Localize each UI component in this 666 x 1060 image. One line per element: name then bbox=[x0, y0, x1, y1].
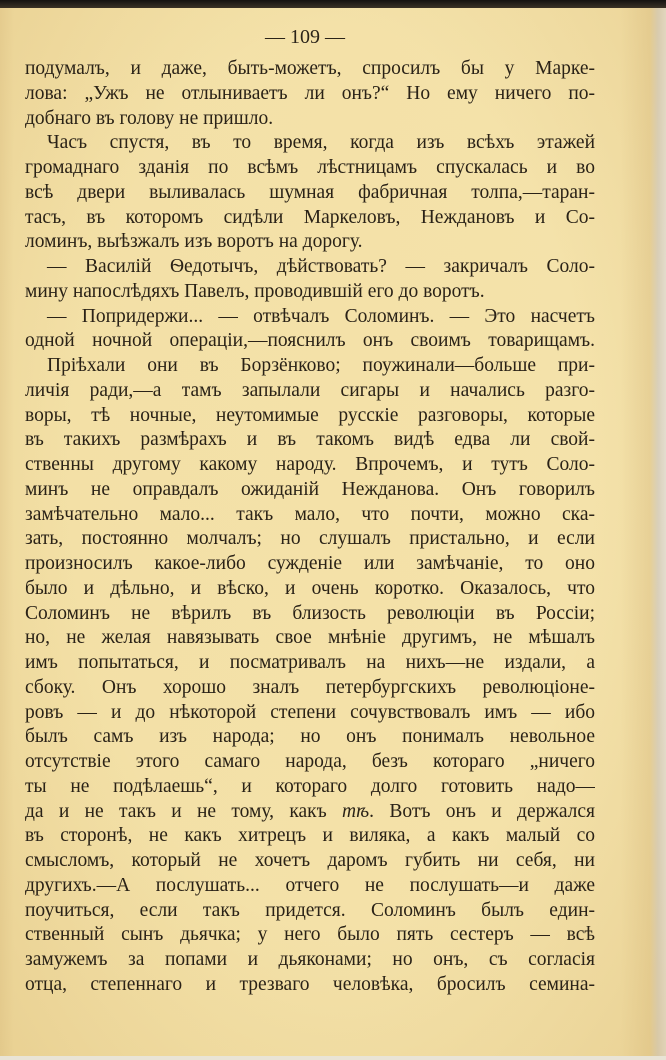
text-line bbox=[25, 107, 595, 132]
text-line-content: ровъ — и до нѣкоторой степени сочувствовалъ имъ — ибо bbox=[25, 701, 595, 723]
text-line-content: громаднаго зданія по всѣмъ лѣстницамъ спускалась и во bbox=[25, 157, 595, 178]
text-line bbox=[25, 701, 595, 726]
text-line bbox=[25, 800, 595, 825]
scan-bottom-edge bbox=[0, 1056, 666, 1060]
text-line bbox=[25, 552, 595, 577]
text-line bbox=[25, 973, 595, 998]
text-line bbox=[25, 131, 595, 156]
text-line bbox=[25, 948, 595, 973]
text-line bbox=[25, 527, 595, 552]
text-line bbox=[25, 725, 595, 750]
text-line-content: лова: „Ужъ не отлыниваетъ ли онъ?“ Но ему ничего по- bbox=[25, 82, 595, 104]
text-line bbox=[25, 379, 595, 404]
text-line-content: замѣчательно мало... такъ мало, что почти, можно ска- bbox=[25, 503, 595, 525]
text-line-content: но, не желая навязывать свое мнѣніе другимъ, не мѣшалъ bbox=[25, 627, 595, 649]
text-line-content: зать, постоянно молчалъ; но слушалъ пристально, и если bbox=[25, 528, 595, 550]
text-line bbox=[25, 651, 595, 676]
text-line bbox=[25, 57, 595, 82]
text-line-content: поучиться, если такъ придется. Соломинъ былъ един- bbox=[25, 899, 595, 921]
text-line bbox=[25, 206, 595, 231]
text-line bbox=[25, 874, 595, 899]
text-line bbox=[25, 577, 595, 602]
text-line bbox=[25, 82, 595, 107]
text-line-content: имъ попытаться, и посматривалъ на нихъ—не издали, а bbox=[25, 652, 595, 673]
text-line-content: замужемъ за попами и дьяконами; но онъ, съ согласія bbox=[25, 949, 595, 970]
text-line-content: произносилъ какое-либо сужденіе или замѣчаніе, то оно bbox=[25, 553, 595, 574]
text-line-content: отца, степеннаго и трезваго человѣка, бросилъ семина- bbox=[25, 973, 595, 995]
text-line-content: отсутствіе этого самаго народа, безъ котораго „ничего bbox=[25, 751, 595, 772]
text-line-content: минъ не оправдалъ ожиданій Нежданова. Онъ говорилъ bbox=[25, 478, 595, 500]
text-line-content: былъ самъ изъ народа; но онъ понималъ невольное bbox=[25, 726, 595, 748]
text-line bbox=[25, 181, 595, 206]
text-line bbox=[25, 602, 595, 627]
text-line bbox=[25, 230, 595, 255]
text-line-content: ломинъ, выѣзжалъ изъ воротъ на дорогу. bbox=[25, 231, 363, 253]
text-line bbox=[25, 503, 595, 528]
text-line bbox=[25, 775, 595, 800]
text-line-content: ты не подѣлаешь“, и котораго долго готовить надо— bbox=[25, 775, 595, 797]
text-line-content: тасъ, въ которомъ сидѣли Маркеловъ, Неждановъ и Со- bbox=[25, 206, 595, 228]
page-number: — 109 — bbox=[265, 26, 345, 48]
text-line-content: въ сторонѣ, не какъ хитрецъ и виляка, а какъ малый со bbox=[25, 825, 595, 847]
text-line-content: воры, тѣ ночные, неутомимые русскіе разговоры, которые bbox=[25, 404, 595, 426]
text-line bbox=[25, 899, 595, 924]
text-line bbox=[25, 428, 595, 453]
text-line bbox=[25, 923, 595, 948]
text-line-content: мину напослѣдяхъ Павелъ, проводившій его до воротъ. bbox=[25, 280, 485, 302]
scan-top-edge bbox=[0, 0, 666, 8]
text-line-content: подумалъ, и даже, быть-можетъ, спросилъ бы у Марке- bbox=[25, 58, 595, 79]
text-line bbox=[25, 676, 595, 701]
text-line-content: сбоку. Онъ хорошо зналъ петербургскихъ революціоне- bbox=[25, 676, 595, 698]
text-line-content: — Василій Ѳедотычъ, дѣйствовать? — закричалъ Соло- bbox=[47, 256, 595, 277]
text-line-content: ственный сынъ дьячка; у него было пять сестеръ — всѣ bbox=[25, 924, 595, 946]
text-line-content: одной ночной операціи,—пояснилъ онъ своимъ товарищамъ. bbox=[25, 330, 595, 352]
text-line-content: Соломинъ не вѣрилъ въ близость революціи въ Россіи; bbox=[25, 602, 595, 624]
text-line bbox=[25, 280, 595, 305]
text-line-content: ственны другому какому народу. Впрочемъ, и тутъ Соло- bbox=[25, 454, 595, 475]
text-line bbox=[25, 305, 595, 330]
text-line bbox=[25, 824, 595, 849]
text-line-content: всѣ двери выливалась шумная фабричная толпа,—таран- bbox=[25, 181, 595, 203]
text-line-content: смысломъ, который не хочетъ даромъ губить ни себя, ни bbox=[25, 850, 595, 871]
text-line bbox=[25, 404, 595, 429]
text-line bbox=[25, 478, 595, 503]
text-line-content: Часъ спустя, въ то время, когда изъ всѣхъ этажей bbox=[47, 132, 595, 154]
text-line bbox=[25, 255, 595, 280]
text-line-content: другихъ.—А послушать... отчего не послушать—и даже bbox=[25, 874, 595, 896]
text-line bbox=[25, 750, 595, 775]
text-line-continuation: . Вотъ онъ и держался bbox=[369, 800, 595, 822]
text-line bbox=[25, 329, 595, 354]
text-line bbox=[25, 626, 595, 651]
text-line bbox=[25, 849, 595, 874]
text-line-content: Пріѣхали они въ Борзёнково; поужинали—больше при- bbox=[47, 355, 595, 376]
text-line bbox=[25, 156, 595, 181]
text-line-content: — Попридержи... — отвѣчалъ Соломинъ. — Это насчетъ bbox=[47, 305, 595, 327]
text-line-content: личія ради,—а тамъ запылали сигары и начались разго- bbox=[25, 379, 595, 401]
text-line-content: въ такихъ размѣрахъ и въ такомъ видѣ едва ли свой- bbox=[25, 429, 595, 451]
text-line-content: добнаго въ голову не пришло. bbox=[25, 107, 274, 129]
text-line-content: было и дѣльно, и вѣско, и очень коротко. Оказалось, что bbox=[25, 577, 595, 599]
page-body-text bbox=[25, 57, 595, 998]
text-line bbox=[25, 453, 595, 478]
italic-word: тѣ bbox=[342, 800, 370, 822]
text-line bbox=[25, 354, 595, 379]
text-line-content: да и не такъ и не тому, какъ bbox=[25, 800, 343, 822]
